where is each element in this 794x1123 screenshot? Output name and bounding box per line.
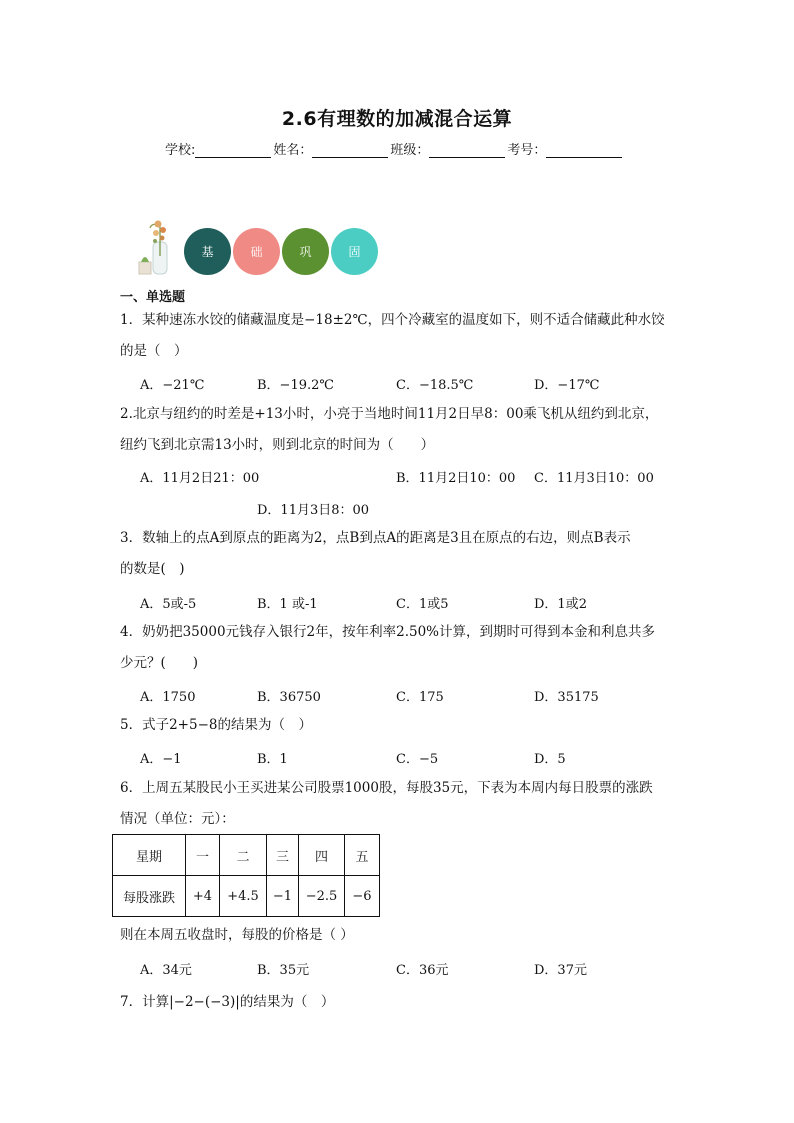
question-1-option-b[interactable]: B．−19.2℃ [257,378,334,393]
table-cell: −2.5 [299,876,345,917]
question-6-option-a[interactable]: A．34元 [140,963,192,978]
name-blank[interactable] [312,143,388,158]
name-label: 姓名： [273,143,313,158]
question-1 [120,305,680,367]
badge-2 [233,228,280,275]
badge-3 [282,228,329,275]
question-1-option-c[interactable]: C．−18.5℃ [396,378,474,393]
badge-1-label: 基 [201,245,214,259]
question-4 [120,617,680,679]
section-badges [184,228,378,275]
table-cell: 每股涨跌 [113,876,186,917]
question-4-option-b[interactable]: B．36750 [257,690,321,705]
table-row [113,876,380,917]
question-4-line-2: 少元？( ) [120,655,199,671]
badge-3-label: 巩 [299,245,312,259]
question-4-options [140,686,700,706]
question-5-option-a[interactable]: A．−1 [140,752,182,767]
question-4-option-a[interactable]: A．1750 [140,690,196,705]
question-3 [120,523,680,585]
table-header-cell: 二 [220,835,267,876]
question-6-line-3: 则在本周五收盘时，每股的价格是（ ） [120,927,354,943]
class-label: 班级： [390,143,430,158]
table-header-cell: 五 [345,835,380,876]
school-blank[interactable] [195,143,271,158]
question-2 [120,399,680,461]
question-2-option-d[interactable]: D．11月3日8：00 [257,503,370,518]
exam-no-label: 考号： [507,143,547,158]
question-1-option-d[interactable]: D．−17℃ [534,378,600,393]
exam-no-blank[interactable] [546,143,622,158]
question-6 [120,773,680,835]
badge-4-label: 固 [348,245,361,259]
question-7 [120,987,680,1018]
table-cell: −1 [267,876,299,917]
question-2-options-row-2 [140,499,700,519]
question-7-prefix: 7．计算 [120,994,170,1010]
table-cell: −6 [345,876,380,917]
table-cell: +4 [186,876,220,917]
table-cell: +4.5 [220,876,267,917]
table-header-cell: 星期 [113,835,186,876]
section-heading: 一、单选题 [120,290,186,305]
plant-vase-icon [136,216,172,276]
question-6-line-1: 6．上周五某股民小王买进某公司股票1000股，每股35元，下表为本周内每日股票的涨跌 [120,780,653,796]
student-info-line [165,139,624,158]
question-5-line-1: 5．式子2+5−8的结果为（ ） [120,717,312,733]
question-4-option-d[interactable]: D．35175 [534,690,599,705]
table-header-row [113,835,380,876]
table-header-cell: 一 [186,835,220,876]
question-6-options [140,959,700,979]
table-header-cell: 三 [267,835,299,876]
question-4-option-c[interactable]: C．175 [396,690,444,705]
question-6-option-d[interactable]: D．37元 [534,963,587,978]
question-3-option-a[interactable]: A．5或-5 [140,597,197,612]
question-3-line-2: 的数是( ) [120,561,185,577]
class-blank[interactable] [429,143,505,158]
question-3-options [140,593,700,613]
badge-4 [331,228,378,275]
question-7-expression: |−2−(−3)| [169,994,240,1010]
question-5-options [140,748,700,768]
stock-change-table [112,834,380,917]
question-6-line-2: 情况（单位：元）： [120,811,235,827]
question-2-option-a[interactable]: A．11月2日21：00 [140,471,260,486]
question-5-option-d[interactable]: D．5 [534,752,566,767]
question-5-option-b[interactable]: B．1 [257,752,288,767]
badge-2-label: 础 [250,245,263,259]
question-5-option-c[interactable]: C．−5 [396,752,439,767]
question-3-line-1: 3．数轴上的点A到原点的距离为2，点B到点A的距离是3且在原点的右边，则点B表示 [120,530,631,546]
question-1-line-1: 1．某种速冻水饺的储藏温度是−18±2℃，四个冷藏室的温度如下，则不适合储藏此种水饺 [120,312,665,328]
school-label: 学校: [165,143,196,158]
question-6-option-b[interactable]: B．35元 [257,963,310,978]
question-4-line-1: 4．奶奶把35000元钱存入银行2年，按年利率2.50%计算，到期时可得到本金和利息共多 [120,624,656,640]
question-2-line-1: 2.北京与纽约的时差是+13小时，小亮于当地时间11月2日早8：00乘飞机从纽约到北京， [120,406,659,422]
question-5 [120,710,680,741]
question-3-option-c[interactable]: C．1或5 [396,597,449,612]
question-7-suffix: 的结果为（ ） [239,994,335,1010]
question-6-option-c[interactable]: C．36元 [396,963,449,978]
question-1-option-a[interactable]: A．−21℃ [140,378,205,393]
question-3-option-b[interactable]: B．1 或-1 [257,597,318,612]
table-header-cell: 四 [299,835,345,876]
question-2-line-2: 纽约飞到北京需13小时，则到北京的时间为（ ） [120,437,435,453]
question-1-line-2: 的是（ ） [120,343,188,359]
question-2-option-b[interactable]: B．11月2日10：00 [396,471,516,486]
question-6-followup [120,920,680,951]
question-3-option-d[interactable]: D．1或2 [534,597,587,612]
question-2-options-row-1 [140,467,700,487]
question-2-option-c[interactable]: C．11月3日10：00 [534,471,654,486]
badge-1 [184,228,231,275]
question-1-options [140,374,700,394]
page-title: 2.6有理数的加减混合运算 [281,108,513,130]
